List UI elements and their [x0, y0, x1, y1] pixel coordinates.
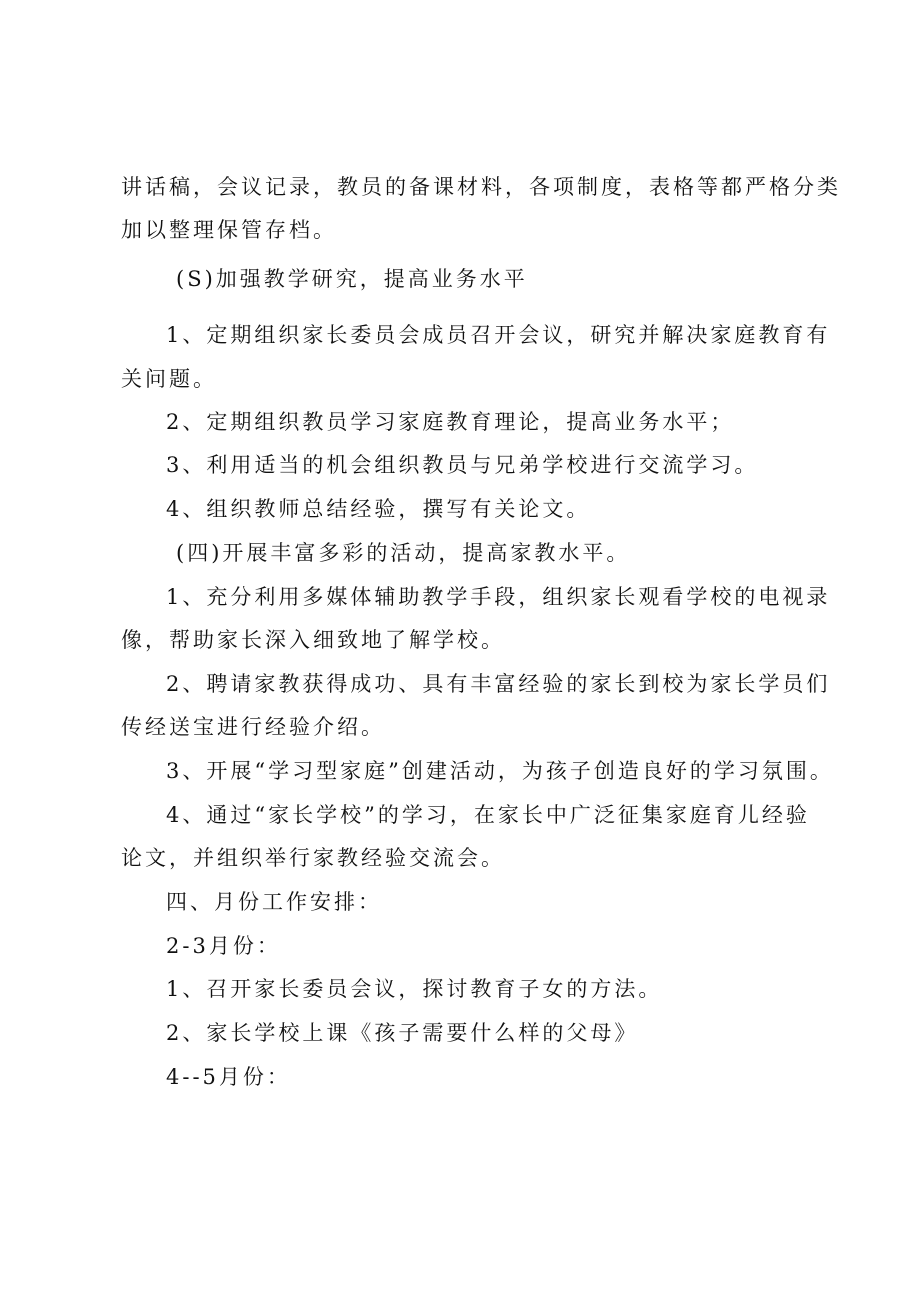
body-text-line: 论文，并组织举行家教经验交流会。 [121, 846, 505, 870]
list-item: 4、组织教师总结经验，撰写有关论文。 [166, 497, 591, 521]
month-heading: 2-3月份： [166, 934, 281, 958]
body-text-line: 关问题。 [121, 367, 217, 391]
list-item: 1、定期组织家长委员会成员召开会议，研究并解决家庭教育有 [166, 323, 831, 347]
list-item: 2、定期组织教员学习家庭教育理论，提高业务水平； [166, 410, 735, 434]
section-heading: (S)加强教学研究，提高业务水平 [176, 267, 528, 291]
list-item: 3、开展“学习型家庭”创建活动，为孩子创造良好的学习氛围。 [166, 759, 834, 783]
body-text-line: 传经送宝进行经验介绍。 [121, 715, 385, 739]
body-text-line: 像，帮助家长深入细致地了解学校。 [121, 628, 505, 652]
body-text-line: 讲话稿，会议记录，教员的备课材料，各项制度，表格等都严格分类 [121, 175, 841, 199]
list-item: 2、聘请家教获得成功、具有丰富经验的家长到校为家长学员们 [166, 672, 831, 696]
list-item: 4、通过“家长学校”的学习，在家长中广泛征集家庭育儿经验 [166, 803, 810, 827]
list-item: 3、利用适当的机会组织教员与兄弟学校进行交流学习。 [166, 453, 759, 477]
body-text-line: 加以整理保管存档。 [121, 218, 337, 242]
section-heading: (四)开展丰富多彩的活动，提高家教水平。 [176, 541, 631, 565]
section-heading: 四、月份工作安排： [166, 890, 382, 914]
list-item: 2、家长学校上课《孩子需要什么样的父母》 [166, 1021, 639, 1045]
month-heading: 4--5月份： [166, 1065, 291, 1089]
list-item: 1、充分利用多媒体辅助教学手段，组织家长观看学校的电视录 [166, 585, 831, 609]
list-item: 1、召开家长委员会议，探讨教育子女的方法。 [166, 977, 663, 1001]
